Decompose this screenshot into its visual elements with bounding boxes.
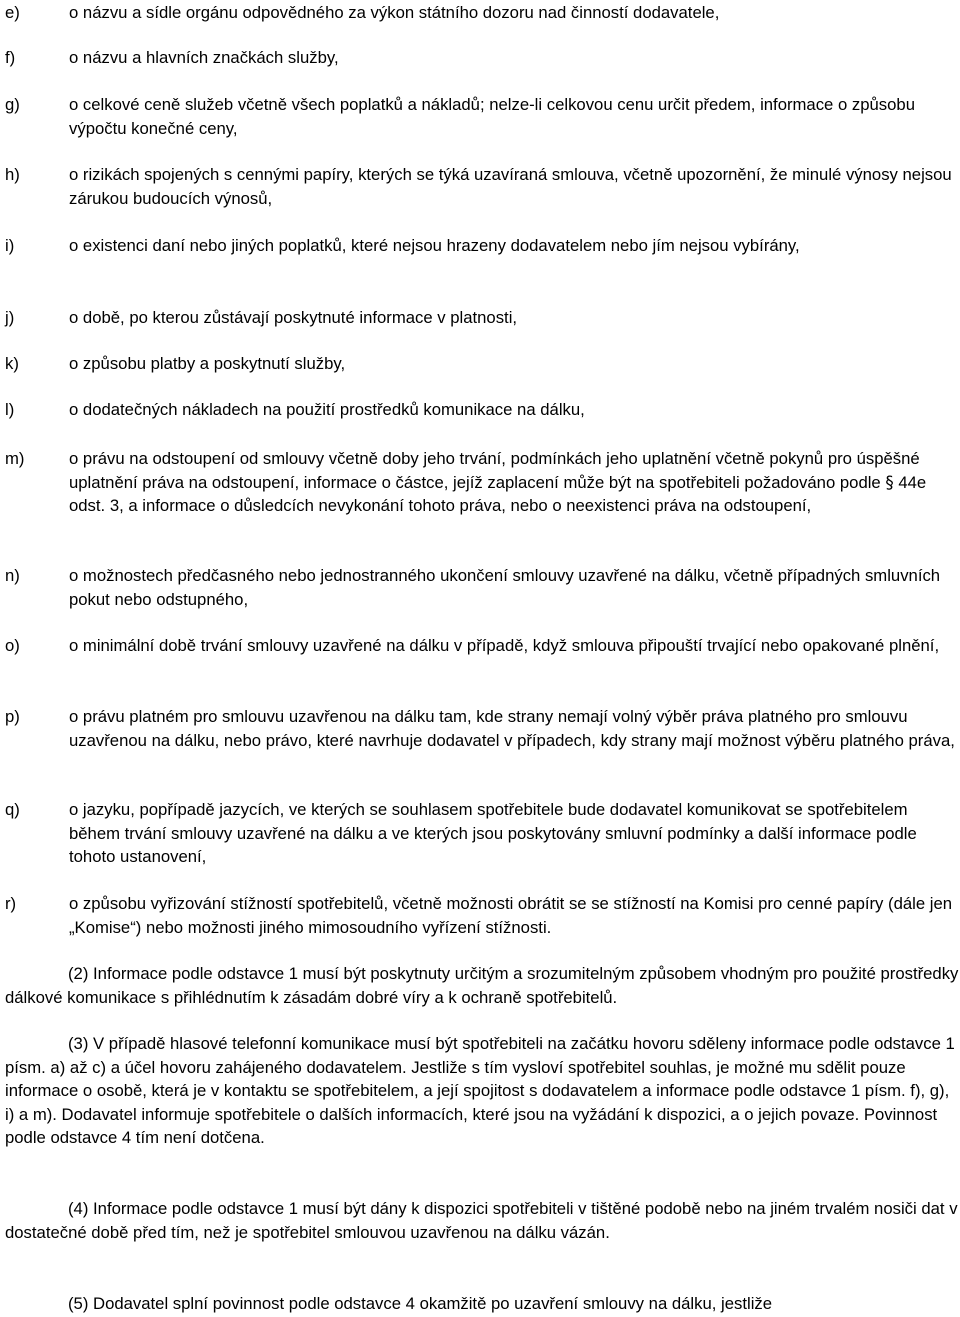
item-letter: r)	[5, 894, 17, 913]
item-text: o způsobu platby a poskytnutí služby,	[69, 354, 346, 373]
paragraph-5: (5) Dodavatel splní povinnost podle odstavce 4 okamžitě po uzavření smlouvy na dálku, jestliže	[68, 1294, 773, 1313]
item-letter: f)	[5, 48, 16, 67]
item-text: o možnostech předčasného nebo jednostranného ukončení smlouvy uzavřené na dálku, včetně případných smluvních pokut nebo odstupného,	[69, 566, 941, 609]
item-letter: i)	[5, 236, 15, 255]
item-text: o dodatečných nákladech na použití prostředků komunikace na dálku,	[69, 400, 585, 419]
item-text: o názvu a sídle orgánu odpovědného za výkon státního dozoru nad činností dodavatele,	[69, 3, 720, 22]
paragraph-3: (3) V případě hlasové telefonní komunikace musí být spotřebiteli na začátku hovoru sděleny informace podle odstavce 1 písm. a) až c) a účel hovoru zahájeného dodavatelem. Jestliže s tím vysloví spotřebitel souhlas, je možné mu sdělit pouze informace o osobě, která je v kontaktu se spotřebitelem, a její spojitost s dodavatelem a informace podle odstavce 1 písm. f), g), i) a m). Dodavatel informuje spotřebitele o dalších informacích, které jsou na vyžádání k dispozici, a o jejich povaze. Povinnost podle odstavce 4 tím není dotčena.	[5, 1034, 955, 1148]
item-text-start: o právu na odstoupení od smlouvy včetně doby jeho trvání, podmínkách jeho uplatnění včetně pokynů pro úspěšné uplatnění práva na odstoupení, informace o částce, jejíž zaplacení může být na spotřebiteli požadováno podle	[69, 449, 920, 492]
paragraph-2: (2) Informace podle odstavce 1 musí být poskytnuty určitým a srozumitelným způsobem vhodným pro použité prostředky dálkové komunikace s přihlédnutím k zásadám dobré víry a k ochraně spotřebitelů.	[5, 964, 959, 1007]
item-letter: m)	[5, 449, 25, 468]
item-letter: q)	[5, 800, 20, 819]
item-text-end: 44e odst. 3, a informace o důsledcích nevykonání tohoto práva, nebo o neexistenci práva na odstoupení,	[69, 472, 927, 516]
item-text: o době, po kterou zůstávají poskytnuté informace v platnosti,	[69, 308, 518, 327]
item-text: o minimální době trvání smlouvy uzavřené na dálku v případě, když smlouva připouští trvající nebo opakované plnění,	[69, 636, 940, 655]
item-text: o právu platném pro smlouvu uzavřenou na dálku tam, kde strany nemají volný výběr práva platného pro smlouvu uzavřenou na dálku, nebo právo, které navrhuje dodavatel v případech, kdy strany mají možnost výběru platného práva,	[69, 707, 955, 750]
item-letter: l)	[5, 400, 15, 419]
item-letter: n)	[5, 566, 20, 585]
item-letter: p)	[5, 707, 20, 726]
section-sign: §	[885, 471, 894, 492]
item-text: o názvu a hlavních značkách služby,	[69, 48, 339, 67]
paragraph-4: (4) Informace podle odstavce 1 musí být dány k dispozici spotřebiteli v tištěné podobě nebo na jiném trvalém nosiči dat v dostatečné době před tím, než je spotřebitel smlouvou uzavřenou na dálku vázán.	[5, 1199, 958, 1242]
item-letter: h)	[5, 165, 20, 184]
item-letter: o)	[5, 636, 20, 655]
item-letter: k)	[5, 354, 19, 373]
item-text	[69, 447, 959, 518]
item-letter: g)	[5, 95, 20, 114]
item-text: o způsobu vyřizování stížností spotřebitelů, včetně možnosti obrátit se se stížností na Komisi pro cenné papíry (dále jen „Komise“) nebo možnosti jiného mimosoudního vyřízení stížnosti.	[69, 894, 953, 937]
item-text: o rizikách spojených s cennými papíry, kterých se týká uzavíraná smlouva, včetně upozornění, že minulé výnosy nejsou zárukou budoucích výnosů,	[69, 165, 952, 208]
item-text: o existenci daní nebo jiných poplatků, které nejsou hrazeny dodavatelem nebo jím nejsou vybírány,	[69, 236, 800, 255]
item-letter: j)	[5, 308, 15, 327]
item-text: o jazyku, popřípadě jazycích, ve kterých se souhlasem spotřebitele bude dodavatel komunikovat se spotřebitelem během trvání smlouvy uzavřené na dálku a ve kterých jsou poskytovány smluvní podmínky a další informace podle tohoto ustanovení,	[69, 800, 917, 867]
item-text: o celkové ceně služeb včetně všech poplatků a nákladů; nelze-li celkovou cenu určit předem, informace o způsobu výpočtu konečné ceny,	[69, 95, 915, 138]
item-letter: e)	[5, 3, 20, 22]
